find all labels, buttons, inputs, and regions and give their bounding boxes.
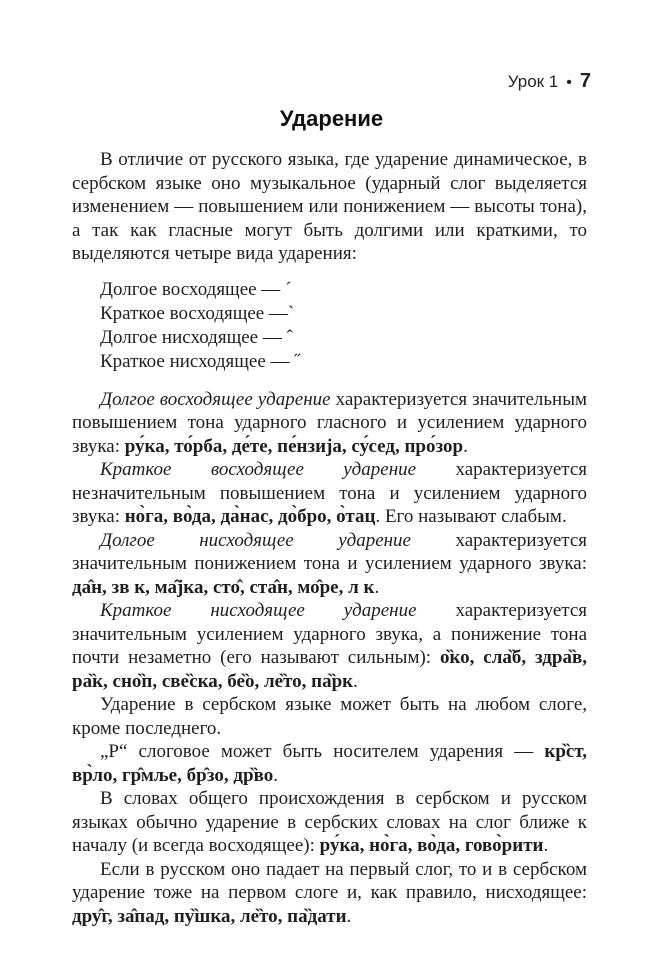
- stress-mark: ´: [285, 278, 292, 300]
- term-long-rising: Долгое восходящее ударение: [100, 388, 331, 410]
- section-title: Ударение: [279, 106, 384, 131]
- intro-paragraph: В отличие от русского языка, где ударение динамическое, в сербском языке оно музыкальное (ударный слог выделяется изменением — повышением или понижением — высоты тона), а так как гласные могут быть долгими или краткими, то выделяются четыре вида ударения:: [72, 149, 587, 264]
- term-long-falling: Долгое нисходящее ударение: [100, 529, 411, 551]
- stress-type-item: Краткое восходящее —`: [100, 302, 295, 324]
- stress-type-item: Краткое нисходящее — ˝: [100, 350, 301, 372]
- paragraph-short-falling: Краткое нисходящее ударение характеризуется значительным усилением ударного звука, а понижение тона почти незаметно (его называют сильным): о̏ко, сла̏б, здра̏в, ра̏к, сно̏п, све̏ска, бе̏о, ле̏то, па̏рк.: [72, 600, 587, 692]
- examples-long-falling: да̂н, зв к, ма̂јка, сто̂, ста̂н, мо̂ре, л к: [72, 576, 375, 598]
- paragraph-common-origin: В словах общего происхождения в сербском и русском языках обычно ударение в сербских словах на слог ближе к началу (и всегда восходящее): ру́ка, но̀га, во̀да, гово̀рити.: [72, 788, 587, 856]
- paragraph-long-falling: Долгое нисходящее ударение характеризуется значительным понижением тона и усилением ударного звука: да̂н, зв к, ма̂јка, сто̂, ста̂н, мо̂ре, л к.: [72, 529, 587, 598]
- stress-type-item: Долгое восходящее — ´: [100, 278, 292, 300]
- examples-long-rising: ру́ка, то́рба, де́те, пе́нзија, су́сед, про́зор: [124, 435, 464, 457]
- examples-common-origin: ру́ка, но̀га, во̀да, гово̀рити: [319, 835, 544, 856]
- stress-mark: ˝: [294, 350, 301, 372]
- term-short-rising: Краткое восходящее ударение: [100, 459, 417, 480]
- stress-type-list: [100, 278, 587, 374]
- paragraph-long-rising: Долгое восходящее ударение характеризуется значительным повышением тона ударного гласного и усилением ударного звука: ру́ка, то́рба, де́те, пе́нзија, су́сед, про́зор.: [72, 388, 588, 457]
- examples-short-falling: о̏ко, сла̏б, здра̏в, ра̏к, сно̏п, све̏ска, бе̏о, ле̏то, па̏рк: [72, 647, 587, 692]
- examples-short-rising: но̀га, во̀да, да̀нас, до̀бро, о̀тац: [124, 506, 376, 527]
- stress-type-item: Долгое нисходящее — ˆ: [100, 326, 293, 348]
- examples-syllabic-r: кр̏ст, вр̀ло, гр̂мље, бр̂зо, др̏во: [72, 741, 587, 786]
- running-header: [508, 70, 591, 93]
- lesson-label: Урок 1: [507, 72, 559, 91]
- stress-mark: ˆ: [286, 326, 293, 348]
- term-short-falling: Краткое нисходящее ударение: [100, 600, 417, 621]
- paragraph-syllabic-r: „Р“ слоговое может быть носителем ударения — кр̏ст, вр̀ло, гр̂мље, бр̂зо, др̏во.: [72, 741, 587, 786]
- text-body: [72, 148, 587, 928]
- page-number: 7: [579, 70, 591, 92]
- header-bullet: •: [566, 74, 572, 91]
- paragraph-short-rising: Краткое восходящее ударение характеризуется незначительным повышением тона и усилением ударного звука: но̀га, во̀да, да̀нас, до̀бро, о̀тац. Его называют слабым.: [72, 459, 587, 527]
- stress-mark: `: [287, 302, 295, 324]
- paragraph-any-syllable: Ударение в сербском языке может быть на любом слоге, кроме последнего.: [72, 694, 587, 739]
- paragraph-first-syllable: Если в русском оно падает на первый слог, то и в сербском ударение тоже на первом слоге и, как правило, нисходящее: дру̂г, за̂пад, пу̏шка, ле̏то, па̏дати.: [72, 858, 587, 927]
- examples-first-syllable: дру̂г, за̂пад, пу̏шка, ле̏то, па̏дати: [72, 905, 347, 927]
